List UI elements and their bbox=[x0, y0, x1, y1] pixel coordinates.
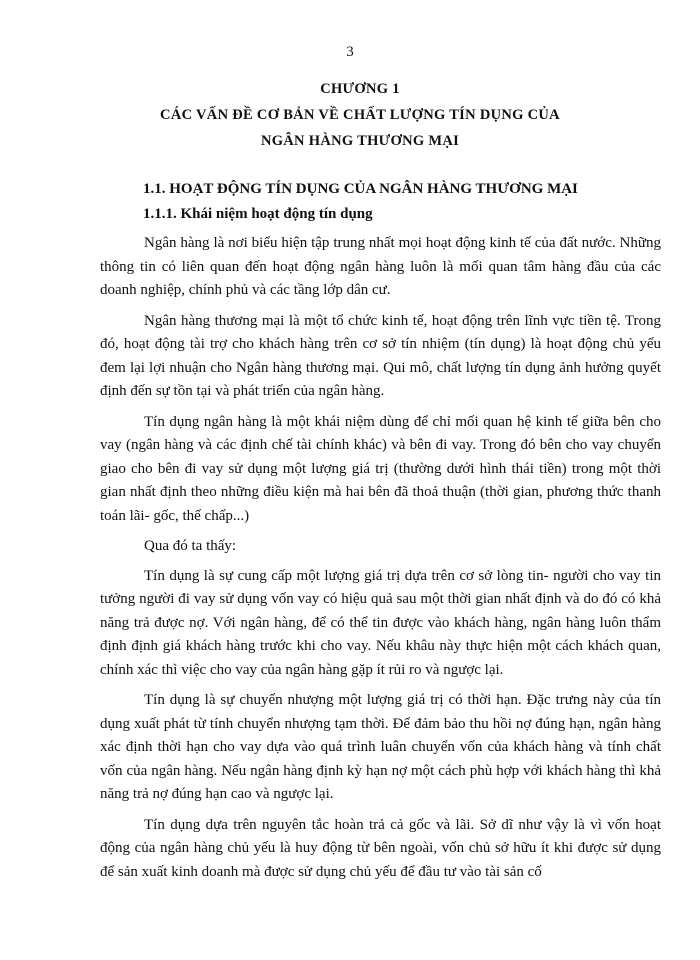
chapter-label: CHƯƠNG 1 bbox=[320, 81, 400, 97]
section-heading: 1.1. HOẠT ĐỘNG TÍN DỤNG CỦA NGÂN HÀNG THƯƠNG MẠI bbox=[143, 181, 578, 197]
paragraph: Qua đó ta thấy: bbox=[144, 538, 237, 554]
body-text bbox=[100, 232, 661, 891]
paragraph: Tín dụng là sự chuyển nhượng một lượng giá trị có thời hạn. Đặc trưng này của tín dụng xuất phát từ tính chuyển nhượng tạm thời. Để đảm bảo thu hồi nợ đúng hạn, ngân hàng xác định thời hạn cho vay dựa vào quá trình luân chuyển vốn của khách hàng và tính chất vốn của ngân hàng. Nếu ngân hàng định kỳ hạn nợ một cách phù hợp với khách hàng thì khả năng trả nợ đúng hạn cao và ngược lại. bbox=[100, 692, 661, 802]
paragraph: Ngân hàng thương mại là một tổ chức kinh tế, hoạt động trên lĩnh vực tiền tệ. Trong đó, hoạt động tài trợ cho khách hàng trên cơ sở tín nhiệm (tín dụng) là hoạt động chủ yếu đem lại lợi nhuận cho Ngân hàng thương mại. Qui mô, chất lượng tín dụng ảnh hưởng quyết định đến sự tồn tại và phát triển của ngân hàng. bbox=[100, 312, 661, 399]
paragraph: Tín dụng là sự cung cấp một lượng giá trị dựa trên cơ sở lòng tin- người cho vay tin tưởng người đi vay sử dụng vốn vay có hiệu quả sau một thời gian nhất định và do đó có khả năng trả được nợ. Với ngân hàng, để có thể tin được vào khách hàng, ngân hàng luôn thẩm định định giá khách hàng trước khi cho vay. Nếu khâu này thực hiện một cách khách quan, chính xác thì việc cho vay của ngân hàng gặp ít rủi ro và ngược lại. bbox=[100, 567, 661, 678]
paragraph: Tín dụng ngân hàng là một khái niệm dùng để chỉ mối quan hệ kinh tế giữa bên cho vay (ngân hàng và các định chế tài chính khác) và bên đi vay. Trong đó bên cho vay chuyển giao cho bên đi vay sử dụng một lượng giá trị (thường dưới hình thái tiền) trong một thời gian nhất định theo những điều kiện mà hai bên đã thoả thuận (thời gian, phương thức thanh toán lãi- gốc, thế chấp...) bbox=[100, 413, 661, 524]
chapter-title-line-1: CÁC VẤN ĐỀ CƠ BẢN VỀ CHẤT LƯỢNG TÍN DỤNG CỦA bbox=[160, 107, 560, 123]
page-number: 3 bbox=[346, 44, 354, 60]
paragraph: Ngân hàng là nơi biểu hiện tập trung nhất mọi hoạt động kinh tế của đất nước. Những thông tin có liên quan đến hoạt động ngân hàng luôn là mối quan tâm hàng đầu của các doanh nghiệp, chính phủ và các tầng lớp dân cư. bbox=[100, 235, 661, 298]
subsection-heading: 1.1.1. Khái niệm hoạt động tín dụng bbox=[143, 206, 373, 222]
paragraph: Tín dụng dựa trên nguyên tắc hoàn trả cả gốc và lãi. Sở dĩ như vậy là vì vốn hoạt động của ngân hàng chủ yếu là huy động từ bên ngoài, vốn chủ sở hữu ít khi được sử dụng để sản xuất kinh doanh mà được sử dụng chủ yếu để đầu tư vào tài sản cố bbox=[100, 816, 661, 880]
chapter-title-line-2: NGÂN HÀNG THƯƠNG MẠI bbox=[260, 133, 460, 149]
